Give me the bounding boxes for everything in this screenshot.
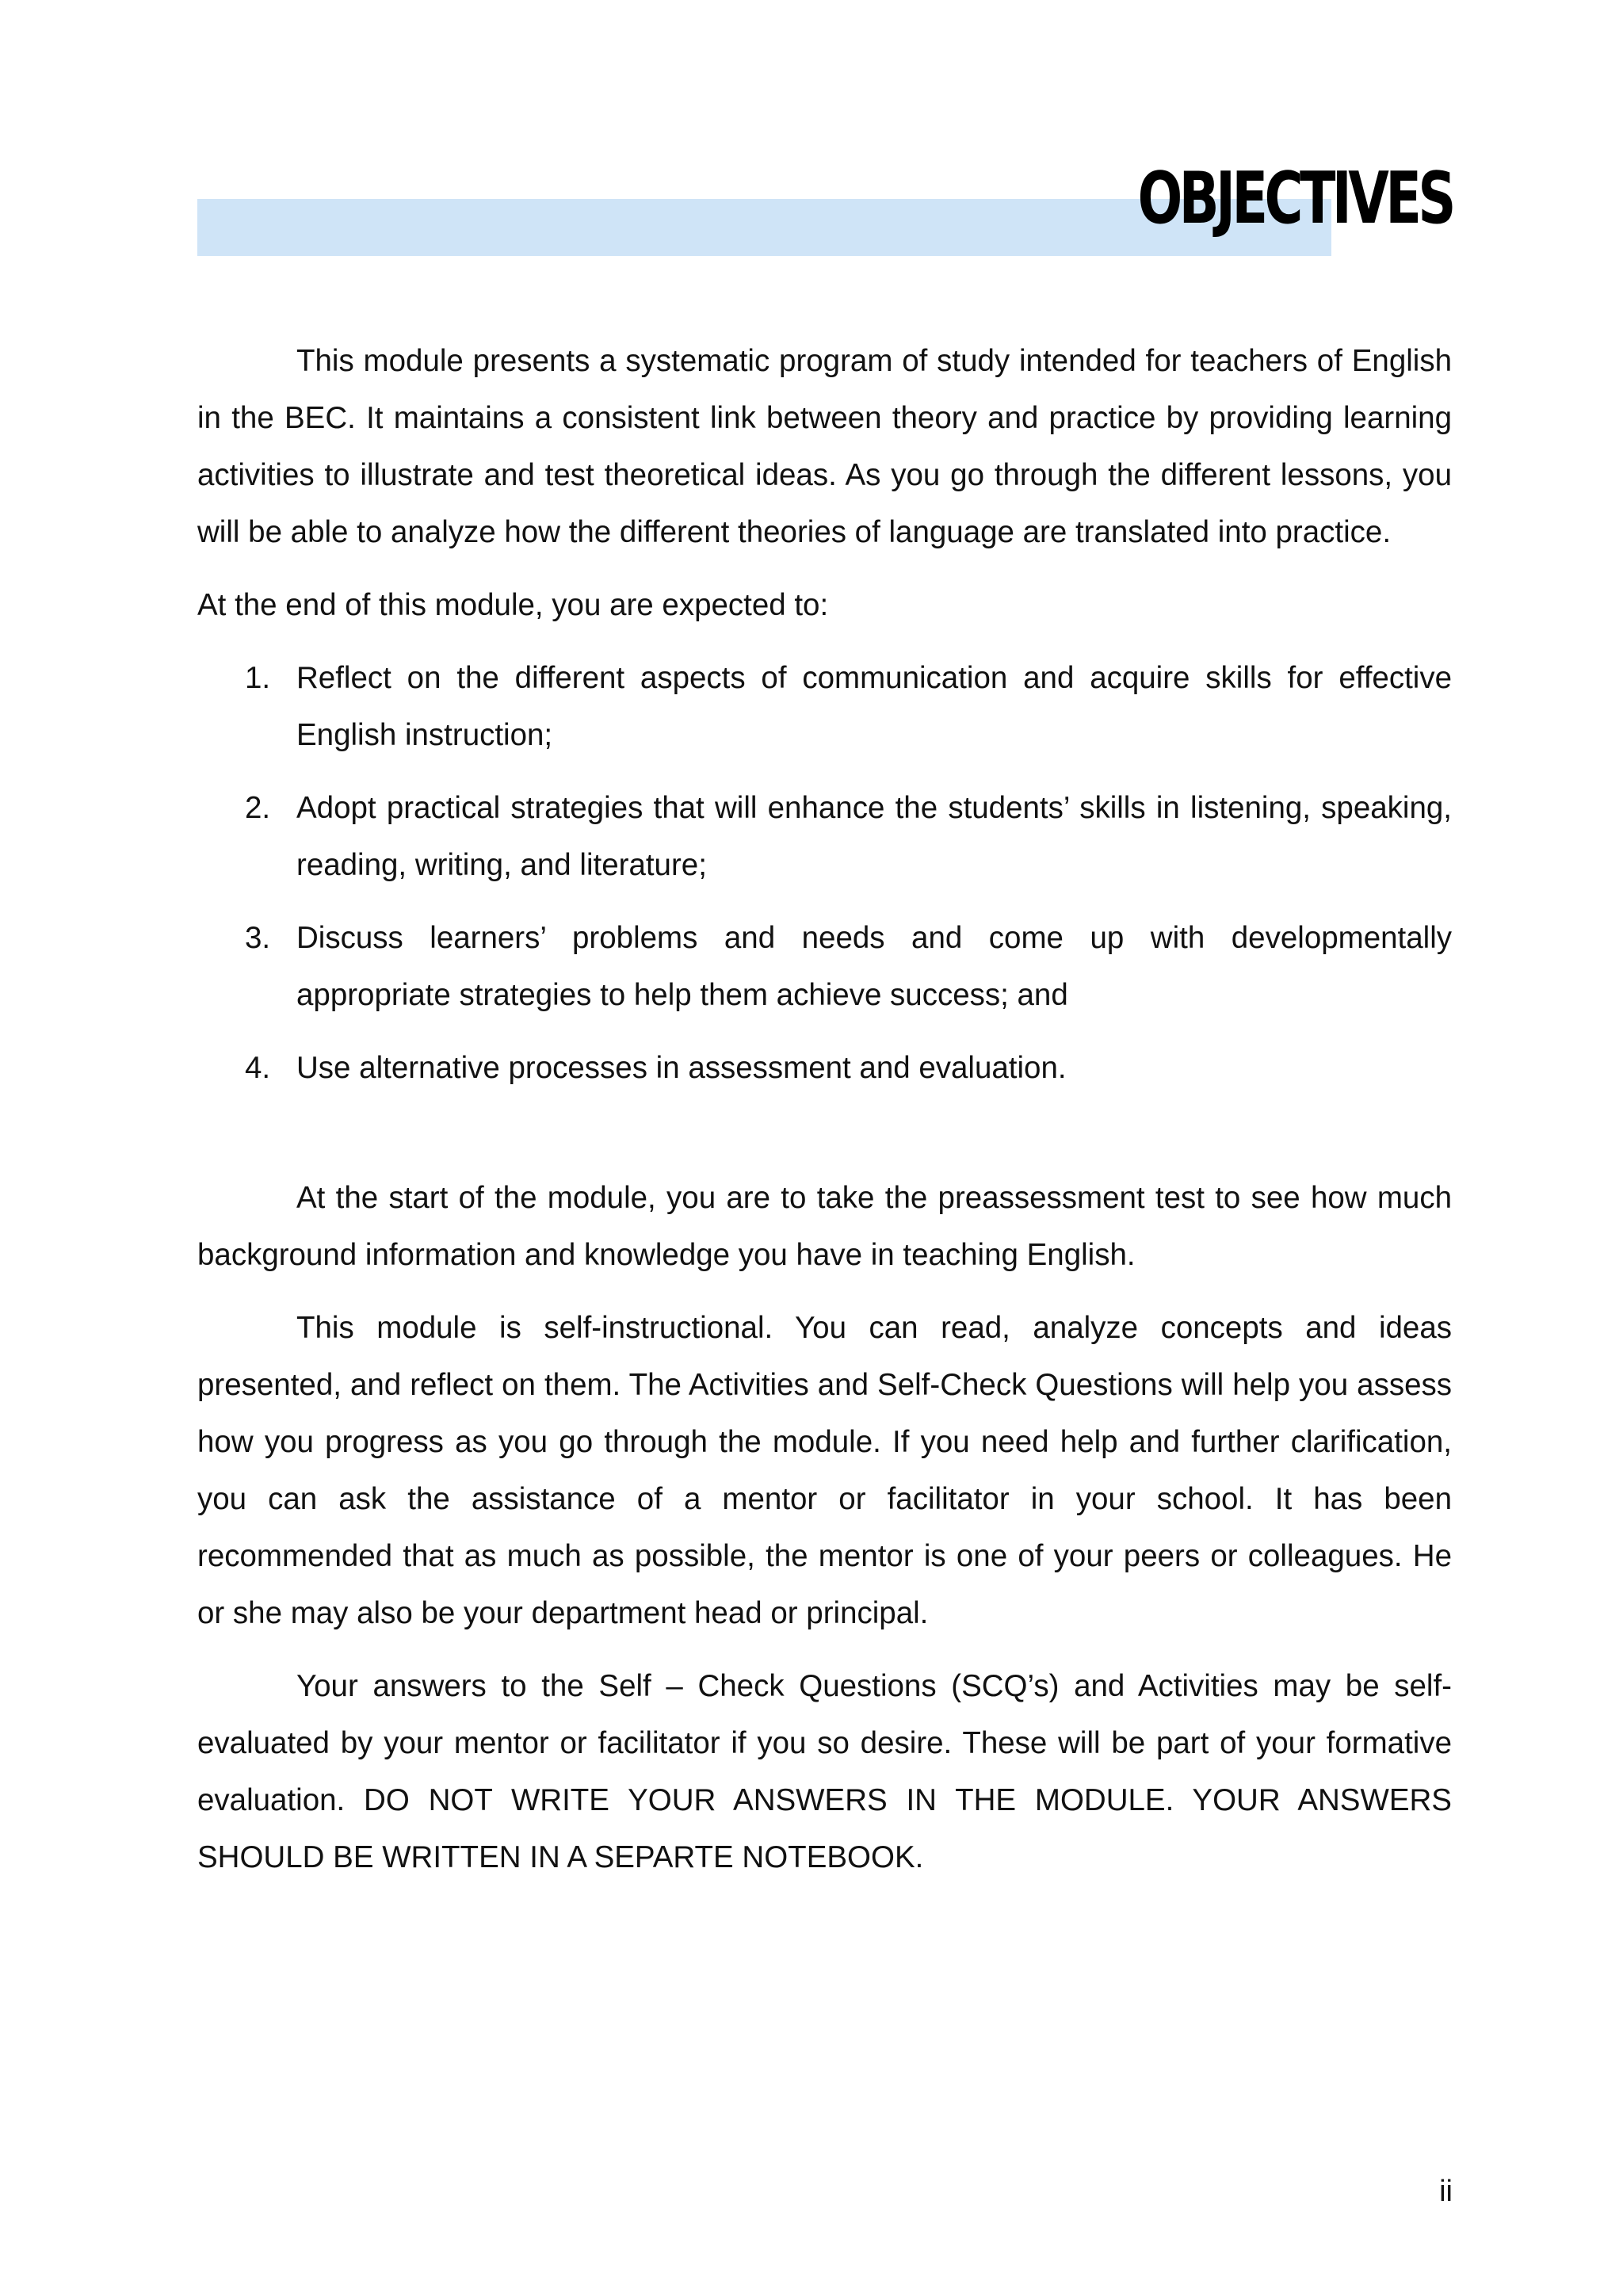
answers-paragraph: Your answers to the Self – Check Questions (SCQ’s) and Activities may be self-evaluated by your mentor or facilitator if you so desire. These will be part of your formative evaluation. DO NOT WRITE YOUR ANSWERS IN THE MODULE. YOUR ANSWERS SHOULD BE WRITTEN IN A SEPARTE NOTEBOOK.	[197, 1669, 1452, 1874]
preassessment-paragraph: At the start of the module, you are to take the preassessment test to see how much background information and knowledge you have in teaching English.	[197, 1181, 1452, 1272]
list-item-number: 3.	[245, 921, 271, 955]
list-item	[197, 780, 1452, 894]
page-title: OBJECTIVES	[1137, 157, 1453, 240]
page-content	[197, 333, 1452, 1902]
list-item	[197, 1040, 1452, 1097]
list-item-text: Use alternative processes in assessment and evaluation.	[296, 1051, 1067, 1085]
list-item-number: 4.	[245, 1051, 271, 1085]
self-instructional-paragraph: This module is self-instructional. You can read, analyze concepts and ideas presented, and reflect on them. The Activities and Self-Check Questions will help you assess how you progress as you go through the module. If you need help and further clarification, you can ask the assistance of a mentor or facilitator in your school. It has been recommended that as much as possible, the mentor is one of your peers or colleagues. He or she may also be your department head or principal.	[197, 1311, 1452, 1630]
list-item-number: 1.	[245, 661, 271, 695]
list-item-number: 2.	[245, 791, 271, 825]
list-item-text: Reflect on the different aspects of communication and acquire skills for effective English instruction;	[296, 661, 1452, 752]
page-number: ii	[1439, 2175, 1453, 2208]
intro-paragraph: This module presents a systematic program of study intended for teachers of English in the BEC. It maintains a consistent link between theory and practice by providing learning activities to illustrate and test theoretical ideas. As you go through the different lessons, you will be able to analyze how the different theories of language are translated into practice.	[197, 344, 1452, 549]
lead-in-text: At the end of this module, you are expected to:	[197, 588, 829, 622]
list-item-text: Discuss learners’ problems and needs and come up with developmentally appropriate strategies to help them achieve success; and	[296, 921, 1452, 1012]
list-item	[197, 910, 1452, 1024]
list-item-text: Adopt practical strategies that will enhance the students’ skills in listening, speaking, reading, writing, and literature;	[296, 791, 1452, 882]
objectives-list	[197, 650, 1452, 1097]
list-item	[197, 650, 1452, 764]
